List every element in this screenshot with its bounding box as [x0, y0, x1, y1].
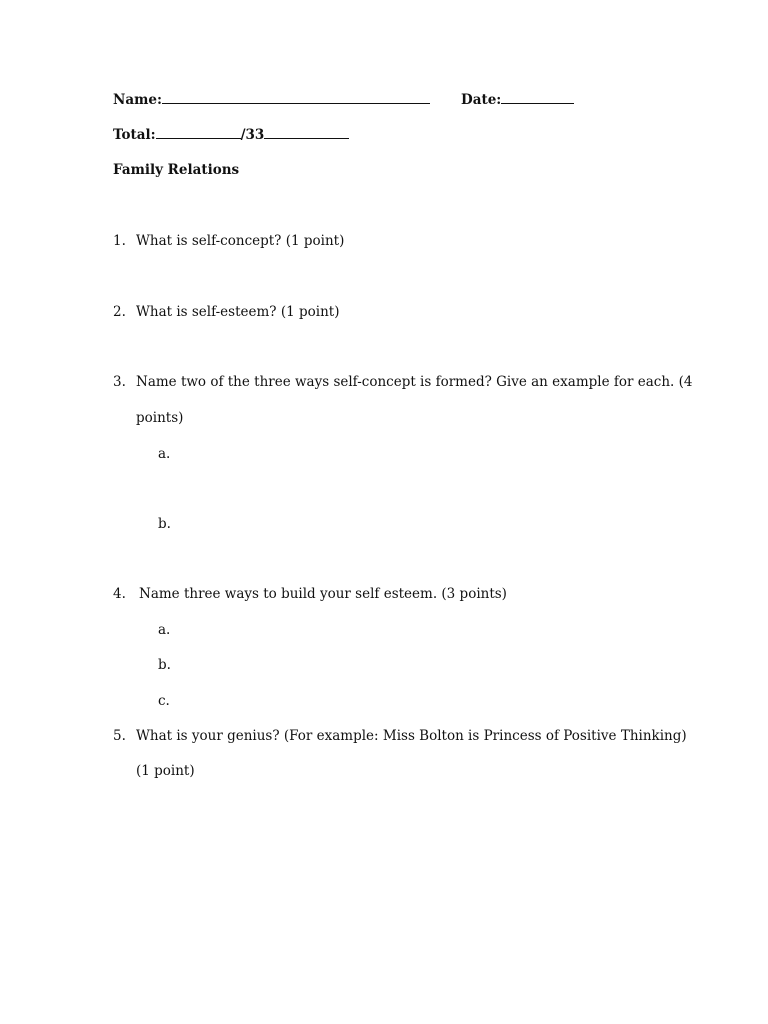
- question-2-text: What is self-esteem? (1 point): [136, 304, 340, 320]
- question-3-number: 3.: [113, 374, 126, 390]
- total-extra-blank[interactable]: [264, 127, 349, 139]
- date-row: [461, 92, 574, 108]
- question-4-text: Name three ways to build your self esteem. (3 points): [139, 586, 507, 602]
- question-5-text: What is your genius? (For example: Miss Bolton is Princess of Positive Thinking): [136, 728, 687, 744]
- total-label: Total:: [113, 127, 156, 143]
- question-4-number: 4.: [113, 586, 126, 602]
- question-5-text-continued: (1 point): [136, 763, 195, 779]
- question-4-subitem-a: a.: [158, 622, 171, 638]
- name-row: [113, 92, 430, 108]
- date-blank[interactable]: [501, 92, 574, 104]
- question-1-number: 1.: [113, 233, 126, 249]
- name-blank[interactable]: [162, 92, 430, 104]
- course-title: Family Relations: [113, 162, 240, 178]
- date-label: Date:: [461, 92, 502, 108]
- question-3-text: Name two of the three ways self-concept is formed? Give an example for each. (4: [136, 374, 693, 390]
- question-4-subitem-c: c.: [158, 693, 170, 709]
- total-max: /33: [240, 127, 265, 143]
- question-3-subitem-b: b.: [158, 516, 171, 532]
- question-5-number: 5.: [113, 728, 126, 744]
- question-4-subitem-b: b.: [158, 657, 171, 673]
- question-3-text-continued: points): [136, 410, 184, 426]
- question-1-text: What is self-concept? (1 point): [136, 233, 345, 249]
- total-row: [113, 127, 349, 143]
- total-score-blank[interactable]: [156, 127, 241, 139]
- question-2-number: 2.: [113, 304, 126, 320]
- name-label: Name:: [113, 92, 162, 108]
- question-3-subitem-a: a.: [158, 446, 171, 462]
